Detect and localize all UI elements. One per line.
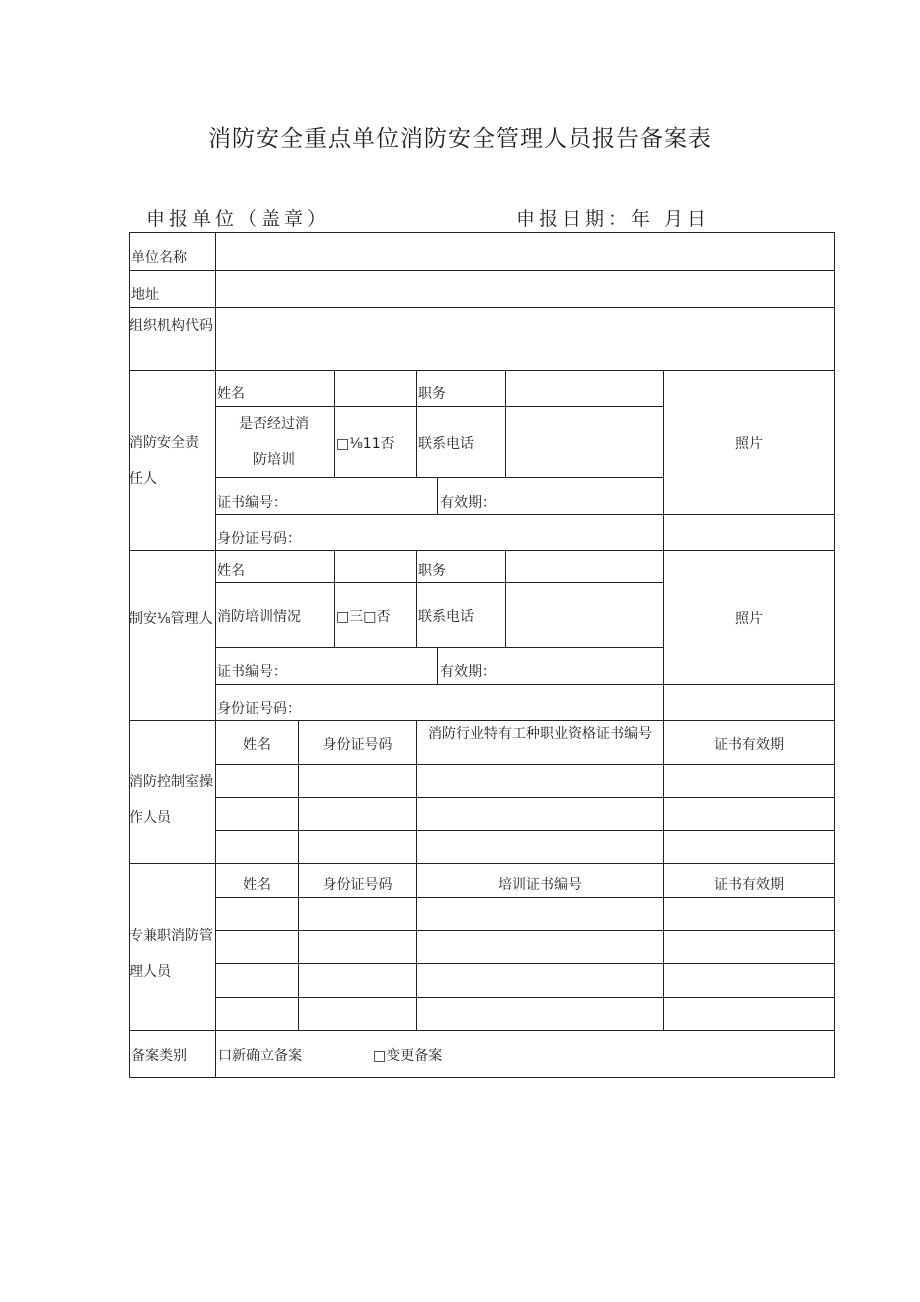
manager-training-label: 消防培训情况 — [217, 609, 301, 625]
responsible-id-label: 身份证号码： — [217, 531, 301, 547]
manager-label: 制安⅛管理人 — [129, 611, 213, 627]
manager-position-label: 职务 — [418, 563, 446, 579]
control-col-cert: 消防行业特有工种职业资格证书编号 — [428, 726, 652, 742]
manager-photo-label: 照片 — [735, 611, 763, 627]
manager-phone-label: 联系电话 — [418, 609, 474, 625]
manager-name-label: 姓名 — [217, 563, 245, 579]
filing-type-label: 备案类别 — [131, 1048, 187, 1064]
org-code-label: 组织机构代码 — [129, 318, 213, 334]
org-code-field[interactable] — [216, 308, 834, 370]
fulltime-col-id: 身份证号码 — [322, 877, 393, 893]
unit-name-label: 单位名称 — [131, 250, 187, 266]
responsible-person-label: 消防安全责任人 — [129, 435, 199, 487]
fulltime-col-name: 姓名 — [243, 877, 271, 893]
fulltime-col-valid: 证书有效期 — [714, 877, 784, 893]
responsible-cert-label: 证书编号： — [217, 495, 287, 511]
change-filing-option[interactable]: □变更备案 — [373, 1048, 443, 1064]
responsible-photo-label: 照片 — [735, 436, 763, 452]
control-col-valid: 证书有效期 — [714, 737, 784, 753]
training-checkbox[interactable]: □三□否 — [336, 609, 391, 625]
control-room-label: 消防控制室操作人员 — [129, 774, 213, 826]
address-field[interactable] — [216, 271, 834, 307]
control-col-name: 姓名 — [243, 737, 271, 753]
address-label: 地址 — [131, 287, 159, 303]
responsible-position-label: 职务 — [418, 386, 446, 402]
trained-checkbox[interactable]: □⅛11否 — [336, 436, 395, 452]
manager-id-label: 身份证号码： — [217, 701, 301, 717]
new-filing-option[interactable]: 口新确立备案 — [218, 1048, 302, 1064]
fulltime-col-cert: 培训证书编号 — [498, 877, 582, 893]
applicant-unit-label: 申报单位（盖章） — [146, 208, 331, 230]
trained-question-label: 是否经过消防培训 — [239, 416, 309, 468]
fulltime-label: 专兼职消防管理人员 — [129, 928, 213, 980]
responsible-valid-label: 有效期： — [440, 495, 496, 511]
unit-name-field[interactable] — [216, 233, 834, 270]
responsible-phone-label: 联系电话 — [418, 436, 474, 452]
manager-cert-label: 证书编号： — [217, 664, 287, 680]
manager-valid-label: 有效期： — [440, 664, 496, 680]
responsible-name-label: 姓名 — [217, 386, 245, 402]
control-col-id: 身份证号码 — [322, 737, 393, 753]
form-title: 消防安全重点单位消防安全管理人员报告备案表 — [208, 126, 712, 152]
application-date-label: 申报日期：年 月日 — [516, 208, 711, 230]
